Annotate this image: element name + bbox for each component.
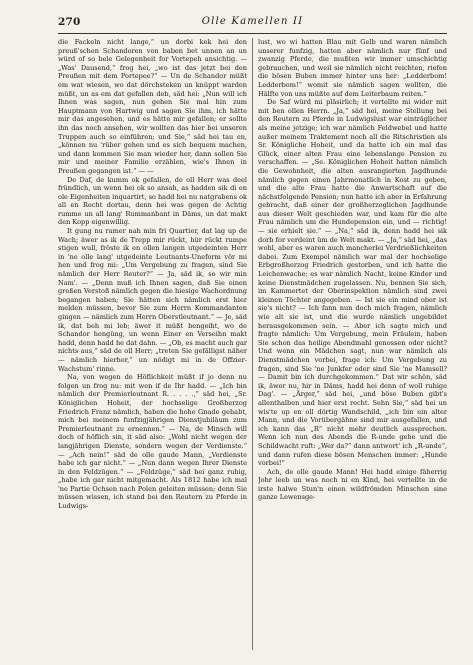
paragraph: Ach, de olle gaude Mann! Hei hadd einige fäherrig Johr leeb un was noch ni en Kind, hei vertellte in de irste halwe Stun'n einen wildfrömden Minschen sine ganze Lewensge- [258, 467, 447, 502]
page-header [58, 16, 447, 32]
paragraph: die Fackeln nicht lange,“ un dorbi kek hei den preuß'schen Schandoren von baben bet unnen an un würd of so bele Gelegenheit for Vortepeh ansichtig. — „Was' Dausend,“ frog hei, „wo ist das jetzt bei den Preußen mit dem Portepee?“ — Un de Schandor müßt em wat wiesen, wo dat dörchsteken un knüppt warden müßt, un as em dat gefallen deb, säd hei: „Nun will ich Ihnen was sagen, nun gehen Sie mal hin zum Hauptmann von Hartwig und sagen Sie ihm, ich hätte mir das angesehen, und es hätte mir gefallen; er sollte ihn das noch ansehen, wir wollten das hier bei unseren Truppen auch so einführen; und Sie,“ säd hei tau en, „können nu 'rüber gehen und es sich bequem machen, und dann kommen Sie man wieder her, dann sollen Sie mir und meiner Familie erzählen, wie's Ihnen in Preußen gegangen ist.“ — — [58, 38, 247, 175]
paragraph: Na, von wegen de Höflichkeit müßt if jo denn nu folgen un frog nu: mit wen if de Ihr hadd. — „Ich bin nämlich der Premierleutnant R. . . . .,“ säd hei, „Sr. Königlichen Hoheit, der hochselige Großherzog Friedrich Franz nämlich, haben die hohe Gnade gehabt, mich bei meinem funfzigjährigen Dienstjubiläum zum Premierleutnant zu ernennen.“ — Na, de Minsch will doch of höflich sin, it säd also: „Wohl nicht wegen der langjährigen Dienste, sondern wegen der Verdienste.“ — „Ach nein!“ säd de olle gaude Mann, „Verdienste habe ich gar nicht.“ — „Nun dann wegen Ihrer Dienste in den Feldzügen.“ — „Feldzüge,“ säd hei ganz ruhig, „habe ich gar nicht mitgemacht. Als 1812 habe ich mal 'ne Partie Ochsen nach Polen geleiten müssen; denn Sie müssen wissen, ich stand bei den Reutern zu Pferde in Ludwigs- [58, 373, 247, 511]
right-column [258, 38, 447, 652]
column-divider [252, 38, 253, 650]
paragraph: De Daf, de kumm ok gefallen, de oll Herr was deel fründlich, un wenn hei ok so ansah, as hadden sik di en ole Eigenheiten inquartirt, so hadd hei nu natgrabens ok all en Recht dortau, denn hei was gegen de Achtig rumme un all lang' Rummanbant in Däms, un dat makt den Kopp eigenwillig. [58, 175, 247, 227]
paragraph: It gung nu ramer nah min fri Quartier, dat lag up de Wach; äwer as ik de Trepp mir rückt, hür rückt rumpe stigen wull, fröste ik en ollen langen utgedeinten Herr in 'ne olle lang' utgedeinte Leutnants-Uneform vör mi hen und frog mi: „Um Vergebung zu fragen, sind Sie nämlich der Herr Reuter?“ — Ja, säd ik, so wir min Nam'. — „Denn muß ich Ihnen sagen, daß Sie einen großen Verstoß nämlich gegen die hiesige Wachordnung begangen haben; Sie hätten sich nämlich erst hier melden müssen, bevor Sie zum Herrn Kommandanten gingen — nämlich zum Herrn Oberstleutnant.“ — Je, säd ik, dat beh mi leb; äwer it müßt bengeiht, wo de Schandor hengüng, un wenn Einer en Verseihn makt hadd, denn hadd he dat dahn. — „Ob, es macht auch gar nichts aus,“ säd de oll Herr; „treten Sie gefälligst näher — nämlich hierher,“ un nödigt mi in de Offzier-Wachstum' rinne. [58, 227, 247, 373]
page-number: 270 [58, 16, 81, 28]
paragraph: lust, wo wi hatten Blau mit Gelb und waren nämlich unserer funfzig, hatten aber nämlich nur fünf und zwanzig Pferde, die mußten wir immer umschichtig gebrauchen, und weil sie nämlich nicht reichten, riefen die bösen Buben immer hinter uns her: „Ledderbom! Ledderbom!“ womit sie nämlich sagen wollten, die Hälfte von uns müßte auf dem Leiterbaum reiten.“ [258, 38, 447, 98]
header-rule [58, 33, 447, 34]
left-column [58, 38, 247, 652]
running-title: Olle Kamellen II [201, 16, 304, 27]
paragraph: De Saf würd mi pläsirlich; it vertellte mi wider mit mit ben ollen Herrn. „Ja,“ säd hei, meine Stellung bei den Reutern zu Pferde in Ludwigslust war einträglicher als meine jetzige; ich war nämlich Feldwebel und hatte außer meinem Traktement noch all die Ritschristien als Sr. Königliche Hoheit, und da hatte ich ein mal das Glück, einer alten Frau eine lebenslange Pension zu verschaffen. — „Se. Königlichen Hoheit hatten nämlich die Gewohnheit, die alten ausrangierten Jagdhunde nämlich gegen einen Jahrmonatlich in Kost zu geben, und die alte Frau hatte die Anwartschaft auf die nächstfolgende Pension; nun hatte ich aber in Erfahrung gebracht, daß einer der großherzoglichen Jagdhunde aus dieser Welt geschieden war, und kam für die alte Frau nämlich um die Hundepension ein, und — richtig! — sie erhielt sie.“ — „Na,“ säd ik, denn hadd hei sik dorb for verdeint üm de Welt makt. — „Ja,“ säd hei, „das wohl, aber es waren auch mancherlei Verdrießlichkeiten dabei. Zum Exempel nämlich war mal der hochselige Erbgroßherzog Friedrich gestorben, und ich hatte die Leichenwache; es war nämlich Nacht, keine Kinder und keine Dienstmädchen zugelassen. Nu, bennen Sie sich, im Kammertet der Oberinspektion nämlich sind zwei kleinen Töchter angegeben. — Ist sie ein mind ober ist sie's nicht? — Ich fann nun doch mich fragen, nämlich wie alt sie ist, und die wurde nämlich ungebildet herausgekommen sein. — Aber ich sagte mich und fragte nämlich: Um Vergebung, mein Fräulein, haben Sie schon das heilige Abendmahl genossen oder nicht? Und wenn ein Mädchen sagt, nun war nämlich als Dienstmädchen vorbei, frage ich: Um Vergebung zu fragen, sind Sie 'ne Junkfer oder sind Sie 'ne Mamsell? — Damit bin ich durchgekommen.“ Dat wir schön, säd ik, äwer nu, hir in Däms, hadd hei denn of woll ruhige Dag'. — „Ärger,“ säd hei, „und böse Buben gibt's allenthalben und hier erst recht. Sehn Sie,“ säd hei un wis'te up en oll dörtig Wandschild, „ich bin ein alter Mann, und die Vorübergähne sind mir ausgefallen, und ich kann das „R“ nicht mehr deutlich aussprechen. Wenn ich nun des Abends die R-unde gehe und die Schildwacht ruft: „Wer da?“ dann antwort' ich „R-unde“, und dann rufen diese bösen Menschen immer: „Hunde vorbei!“ [258, 98, 447, 468]
